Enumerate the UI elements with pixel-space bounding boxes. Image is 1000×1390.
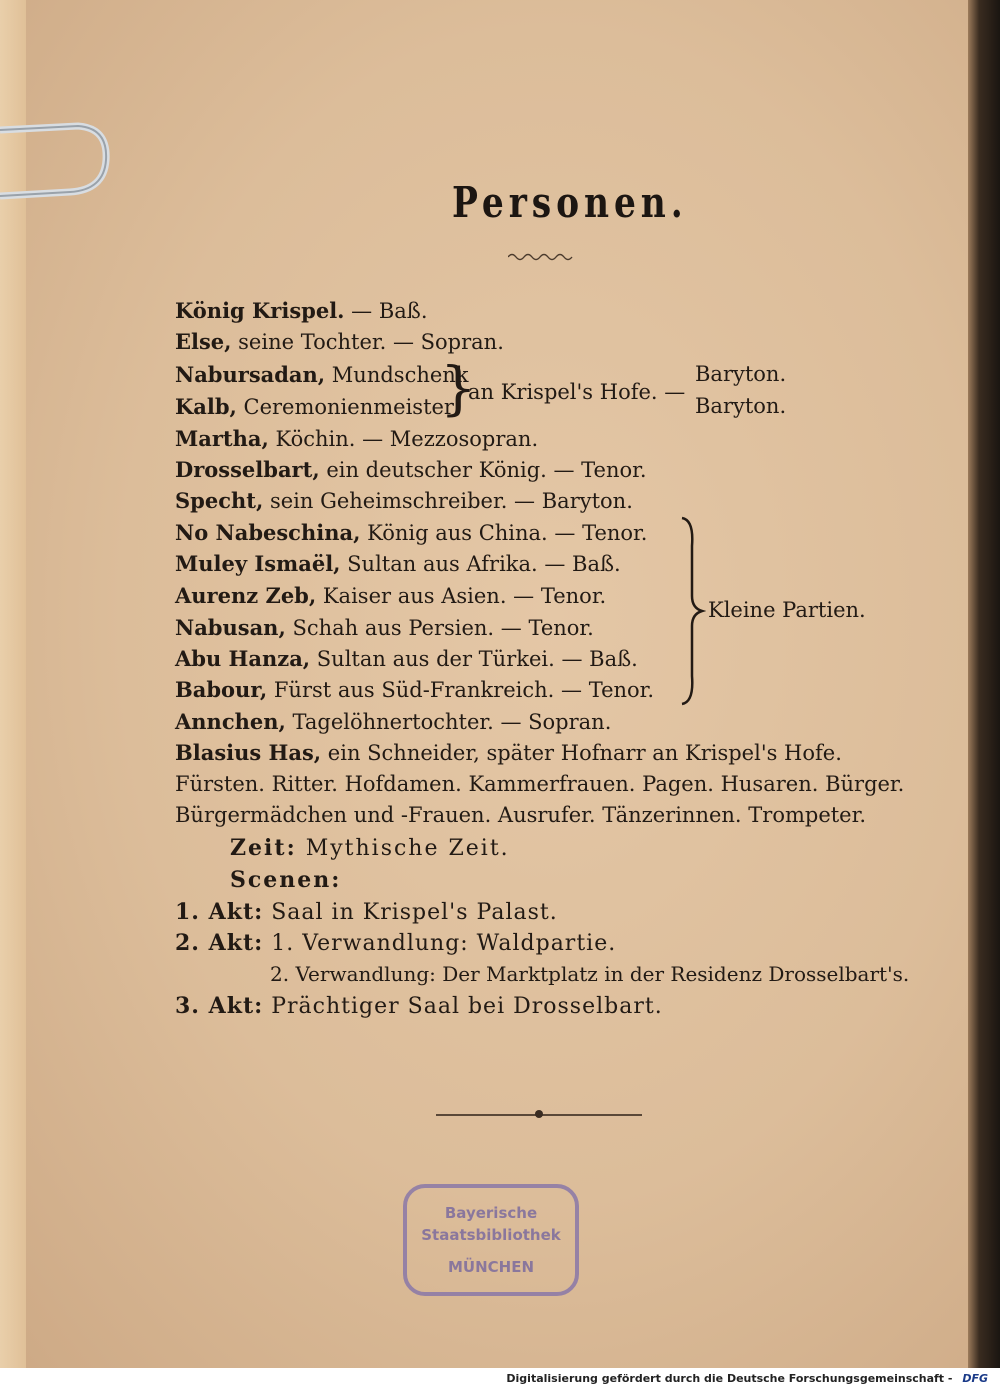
cast-name: Martha,	[175, 426, 269, 451]
court-voice-2: Baryton.	[695, 394, 787, 418]
cast-line	[175, 426, 538, 451]
cast-desc: Mundschenk	[325, 363, 469, 387]
cast-desc: sein Geheimschreiber. — Baryton.	[263, 489, 633, 513]
footer-text	[506, 1372, 1000, 1385]
cast-name: Specht,	[175, 488, 264, 513]
act-line	[175, 930, 616, 956]
cast-name: No Nabeschina,	[175, 520, 361, 545]
cast-desc: Kaiser aus Asien. — Tenor.	[316, 584, 607, 608]
cast-name: Annchen,	[175, 709, 286, 734]
cast-line	[175, 298, 428, 323]
cast-line	[175, 677, 654, 702]
cast-name: Blasius Has,	[175, 740, 322, 765]
court-group-text: an Krispel's Hofe. —	[468, 380, 686, 404]
cast-desc: seine Tochter. — Sopran.	[231, 330, 504, 354]
dfg-logo: DFG	[962, 1372, 988, 1385]
minor-roles-brace	[676, 516, 706, 706]
cast-line	[175, 329, 504, 354]
stamp-line-3: MÜNCHEN	[447, 1258, 535, 1276]
act-label: 2. Akt:	[175, 930, 264, 956]
cast-line	[175, 362, 469, 387]
cast-desc: ein Schneider, später Hofnarr an Krispel's Hofe.	[321, 741, 842, 765]
act-line	[175, 993, 663, 1019]
footer-credit: Digitalisierung gefördert durch die Deutsche Forschungsgemeinschaft -	[506, 1372, 953, 1385]
library-stamp	[403, 1184, 579, 1296]
cast-desc: ein deutscher König. — Tenor.	[319, 458, 647, 482]
cast-desc: Schah aus Persien. — Tenor.	[285, 616, 594, 640]
extras-line: Fürsten. Ritter. Hofdamen. Kammerfrauen. Pagen. Husaren. Bürger.	[175, 772, 905, 796]
cast-name: Else,	[175, 329, 232, 354]
act-text: 2. Verwandlung: Der Marktplatz in der Residenz Drosselbart's.	[270, 962, 910, 986]
cast-line	[175, 488, 633, 513]
act-text: Saal in Krispel's Palast.	[263, 900, 558, 925]
act-line	[270, 962, 909, 986]
cast-name: Abu Hanza,	[175, 646, 311, 671]
cast-desc: Sultan aus der Türkei. — Baß.	[310, 647, 638, 671]
page-title: Personen.	[452, 178, 688, 227]
minor-group-text: Kleine Partien.	[708, 598, 866, 622]
cast-line	[175, 551, 621, 576]
cast-desc: König aus China. — Tenor.	[360, 521, 648, 545]
footer-bar	[0, 1368, 1000, 1390]
cast-line	[175, 520, 647, 545]
cast-name: Kalb,	[175, 394, 237, 419]
cast-name: Babour,	[175, 677, 268, 702]
stamp-line-2: Staatsbibliothek	[421, 1226, 561, 1244]
cast-desc: — Baß.	[344, 299, 428, 323]
time-value: Mythische Zeit.	[296, 836, 510, 861]
cast-line	[175, 583, 606, 608]
time-label: Zeit:	[230, 835, 297, 861]
act-line	[175, 899, 558, 925]
cast-name: Nabusan,	[175, 615, 286, 640]
book-spine	[968, 0, 1000, 1368]
cast-name: Muley Ismaël,	[175, 551, 341, 576]
cast-line	[175, 740, 842, 765]
cast-desc: Fürst aus Süd-Frankreich. — Tenor.	[267, 678, 655, 702]
closing-rule-dot	[535, 1110, 543, 1118]
cast-desc: Ceremonienmeister	[236, 395, 454, 419]
cast-line	[175, 646, 638, 671]
cast-name: Drosselbart,	[175, 457, 320, 482]
time-line	[230, 835, 510, 861]
act-text: 1. Verwandlung: Waldpartie.	[263, 931, 617, 956]
cast-desc: Sultan aus Afrika. — Baß.	[340, 552, 621, 576]
act-label: 1. Akt:	[175, 899, 264, 925]
cast-line	[175, 394, 454, 419]
paperclip-icon	[0, 118, 115, 213]
cast-line	[175, 457, 647, 482]
act-label: 3. Akt:	[175, 993, 264, 1019]
court-voice-1: Baryton.	[695, 362, 787, 386]
title-ornament	[508, 252, 574, 262]
cast-line	[175, 615, 594, 640]
cast-name: Nabursadan,	[175, 362, 326, 387]
stamp-line-1: Bayerische	[444, 1204, 538, 1222]
cast-name: Aurenz Zeb,	[175, 583, 317, 608]
cast-name: König Krispel.	[175, 298, 345, 323]
cast-line	[175, 709, 611, 734]
cast-desc: Tagelöhnertochter. — Sopran.	[285, 710, 612, 734]
act-text: Prächtiger Saal bei Drosselbart.	[263, 994, 663, 1019]
cast-desc: Köchin. — Mezzosopran.	[268, 427, 539, 451]
extras-line: Bürgermädchen und -Frauen. Ausrufer. Tänzerinnen. Trompeter.	[175, 803, 867, 827]
court-brace: }	[440, 354, 477, 422]
scenes-label: Scenen:	[230, 867, 342, 893]
